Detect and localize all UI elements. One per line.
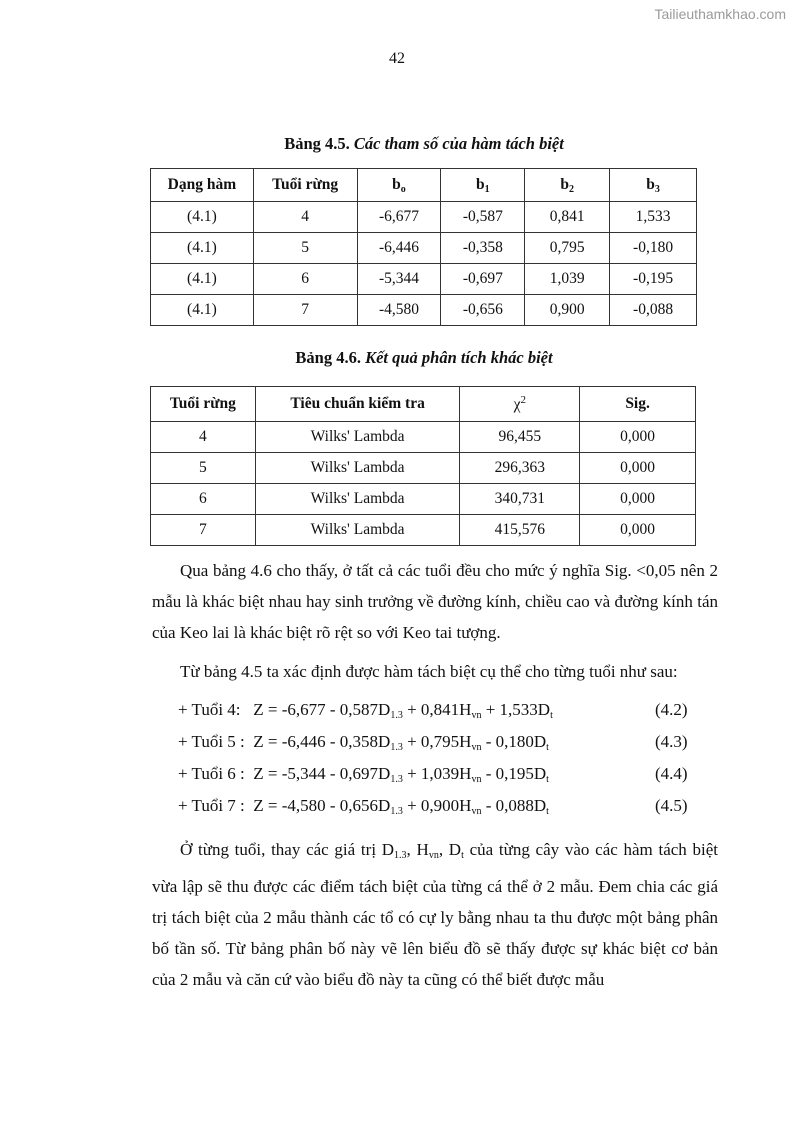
table-cell: -0,697 xyxy=(441,264,525,295)
table-cell: -6,446 xyxy=(357,233,441,264)
table-cell: Wilks' Lambda xyxy=(255,484,460,515)
table-cell: 7 xyxy=(253,295,357,326)
header-cell: Tuổi rừng xyxy=(253,169,357,202)
table-4-6-caption-title: Kết quả phân tích khác biệt xyxy=(365,348,553,367)
table-cell: 0,795 xyxy=(525,233,610,264)
table-cell: 0,000 xyxy=(580,422,696,453)
table-cell: 5 xyxy=(253,233,357,264)
table-cell: -0,195 xyxy=(610,264,697,295)
table-4-6 xyxy=(150,386,696,546)
table-row xyxy=(151,295,697,326)
table-cell: 4 xyxy=(253,202,357,233)
table-cell: 96,455 xyxy=(460,422,580,453)
table-cell: 1,039 xyxy=(525,264,610,295)
table-4-5-caption-label: Bảng 4.5. xyxy=(284,134,350,153)
table-row xyxy=(151,422,696,453)
equation-number: (4.2) xyxy=(655,700,688,719)
formula-age-6: + Tuổi 6 : $Z = -5,344 - 0,697D_{1.3} + 1,039H_{vn} - 0,195D_t$ (4.4) xyxy=(178,758,718,790)
table-cell: 4 xyxy=(151,422,256,453)
equation-number: (4.3) xyxy=(655,732,688,751)
table-cell: 0,000 xyxy=(580,515,696,546)
table-4-6-caption-label: Bảng 4.6. xyxy=(295,348,361,367)
table-cell: Wilks' Lambda xyxy=(255,422,460,453)
header-cell: $b_3$ xyxy=(610,169,697,202)
header-cell: $b_1$ xyxy=(441,169,525,202)
table-cell: -0,358 xyxy=(441,233,525,264)
table-cell: -0,180 xyxy=(610,233,697,264)
formula-age-7: + Tuổi 7 : $Z = -4,580 - 0,656D_{1.3} + 0,900H_{vn} - 0,088D_t$ (4.5) xyxy=(178,790,718,822)
paragraph-results-text: Qua bảng 4.6 cho thấy, ở tất cả các tuổi đều cho mức ý nghĩa Sig. <0,05 nên 2 mẫu là khác biệt nhau hay sinh trưởng về đường kính, chiều cao và đường kính tán của Keo lai là khác biệt rõ rệt so với Keo tai tượng. xyxy=(152,561,718,642)
page-number: 42 xyxy=(389,50,405,67)
table-cell: -5,344 xyxy=(357,264,441,295)
table-cell: 296,363 xyxy=(460,453,580,484)
header-cell: Dạng hàm xyxy=(151,169,254,202)
table-row xyxy=(151,484,696,515)
table-cell: 0,000 xyxy=(580,453,696,484)
table-cell: -0,656 xyxy=(441,295,525,326)
table-cell: 6 xyxy=(253,264,357,295)
table-cell: Wilks' Lambda xyxy=(255,453,460,484)
table-cell: 340,731 xyxy=(460,484,580,515)
table-cell: (4.1) xyxy=(151,233,254,264)
table-cell: -4,580 xyxy=(357,295,441,326)
table-cell: Wilks' Lambda xyxy=(255,515,460,546)
table-4-6-caption xyxy=(0,348,794,368)
table-cell: 0,841 xyxy=(525,202,610,233)
table-cell: -6,677 xyxy=(357,202,441,233)
equation-number: (4.5) xyxy=(655,796,688,815)
table-cell: 7 xyxy=(151,515,256,546)
table-header-row xyxy=(151,169,697,202)
header-cell: Tuổi rừng xyxy=(151,387,256,422)
table-cell: (4.1) xyxy=(151,264,254,295)
table-cell: 5 xyxy=(151,453,256,484)
table-4-5-caption-title: Các tham số của hàm tách biệt xyxy=(353,134,564,153)
table-cell: 415,576 xyxy=(460,515,580,546)
paragraph-intro-formulas xyxy=(152,656,718,687)
table-row xyxy=(151,202,697,233)
header-cell: $\chi^2$ xyxy=(460,387,580,422)
table-cell: (4.1) xyxy=(151,295,254,326)
equation-number: (4.4) xyxy=(655,764,688,783)
table-row xyxy=(151,453,696,484)
table-4-5-caption xyxy=(0,134,794,154)
paragraph-results xyxy=(152,555,718,648)
table-4-5 xyxy=(150,168,697,326)
table-row xyxy=(151,515,696,546)
header-cell: Sig. xyxy=(580,387,696,422)
table-cell: (4.1) xyxy=(151,202,254,233)
paragraph-intro-text: Từ bảng 4.5 ta xác định được hàm tách biệt cụ thể cho từng tuổi như sau: xyxy=(180,662,678,681)
table-cell: -0,088 xyxy=(610,295,697,326)
formula-age-4: + Tuổi 4: $Z = -6,677 - 0,587D_{1.3} + 0,841H_{vn} + 1,533D_t$ (4.2) xyxy=(178,694,718,726)
header-cell: Tiêu chuẩn kiểm tra xyxy=(255,387,460,422)
paragraph-method: Ở từng tuổi, thay các giá trị $D_{1.3}$, $H_{vn}$, $D_t$ của từng cây vào các hàm tách biệt vừa lập sẽ thu được các điểm tách biệt của từng cá thể ở 2 mẫu. Đem chia các giá trị tách biệt của 2 mẫu thành các tổ có cự ly bằng nhau ta thu được một bảng phân bố tần số. Từ bảng phân bố này vẽ lên biểu đồ sẽ thấy được sự khác biệt cơ bản của 2 mẫu và căn cứ vào biểu đồ này ta cũng có thể biết được mẫu xyxy=(152,840,719,989)
table-header-row xyxy=(151,387,696,422)
table-cell: -0,587 xyxy=(441,202,525,233)
table-cell: 1,533 xyxy=(610,202,697,233)
header-cell: $b_2$ xyxy=(525,169,610,202)
table-cell: 6 xyxy=(151,484,256,515)
formula-age-5: + Tuổi 5 : $Z = -6,446 - 0,358D_{1.3} + 0,795H_{vn} - 0,180D_t$ (4.3) xyxy=(178,726,718,758)
watermark: Tailieuthamkhao.com xyxy=(654,6,786,22)
table-row xyxy=(151,264,697,295)
table-cell: 0,000 xyxy=(580,484,696,515)
table-cell: 0,900 xyxy=(525,295,610,326)
table-row xyxy=(151,233,697,264)
header-cell: $b_o$ xyxy=(357,169,441,202)
